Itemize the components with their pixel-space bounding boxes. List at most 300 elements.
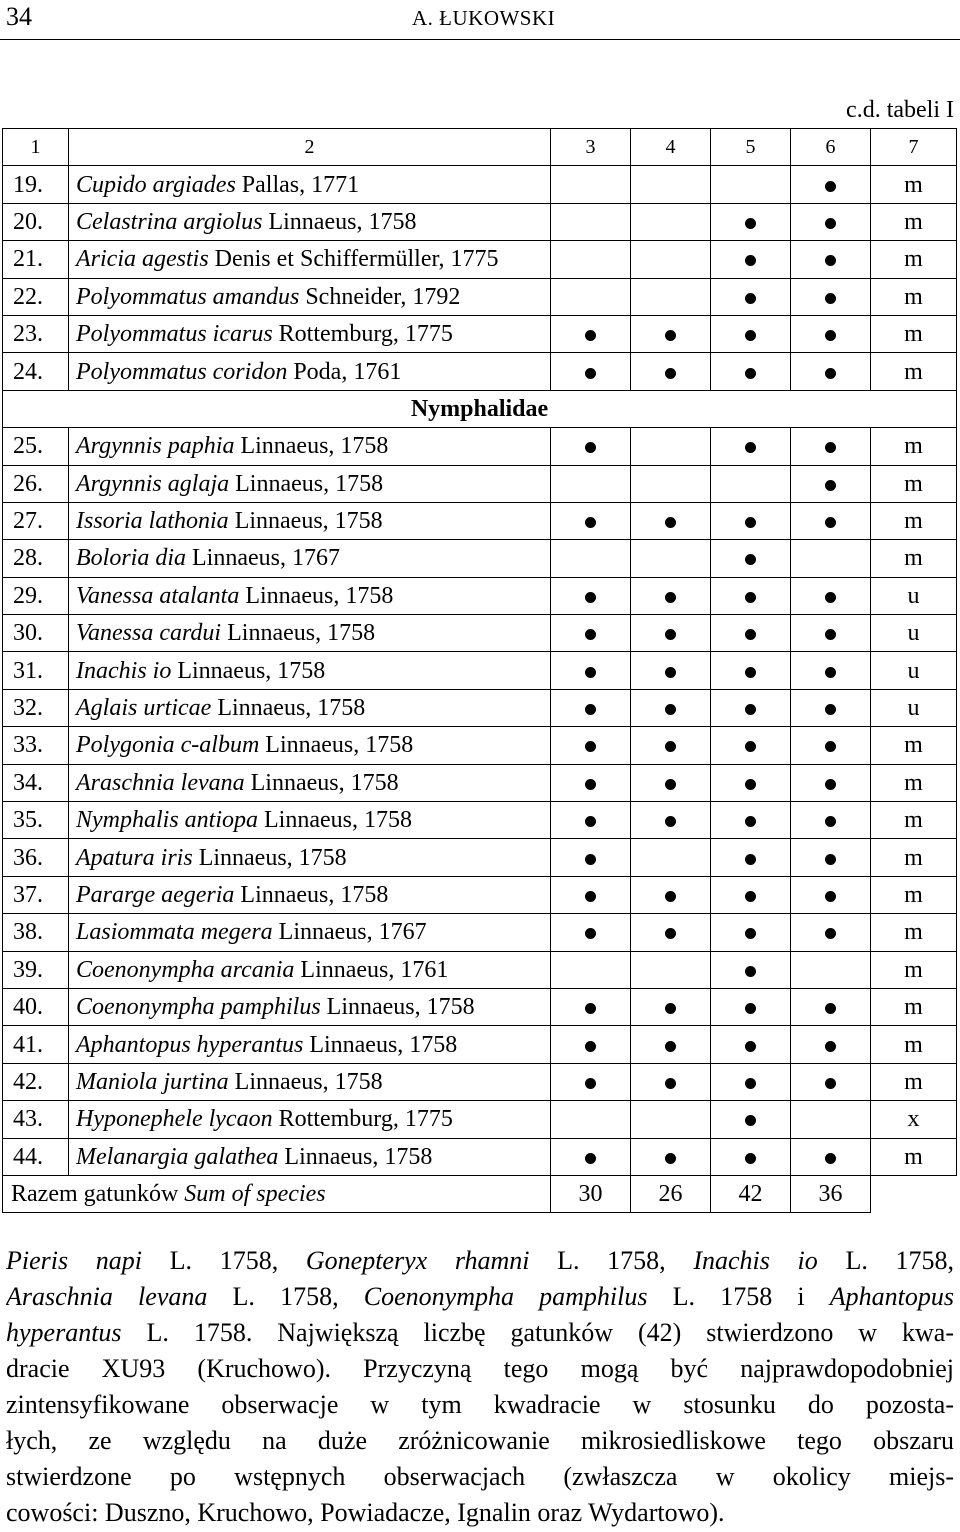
presence-cell [711,615,791,652]
presence-cell [631,1138,711,1175]
presence-cell [551,203,631,240]
presence-dot-icon [825,442,836,453]
presence-dot-icon [665,891,676,902]
presence-cell [791,914,871,951]
presence-dot-icon [585,629,596,640]
status-cell: m [871,876,957,913]
status-cell: m [871,1063,957,1100]
row-number: 30. [3,615,69,652]
presence-cell [551,1101,631,1138]
species-genus: Aricia agestis [76,246,209,273]
status-cell: m [871,203,957,240]
page-number: 34 [6,2,32,31]
presence-cell [631,353,711,390]
presence-cell [791,802,871,839]
presence-cell [791,876,871,913]
table-row [3,1138,957,1175]
species-author: Schneider, 1792 [299,283,461,310]
presence-cell [631,166,711,203]
status-cell: u [871,577,957,614]
presence-cell [791,353,871,390]
species-genus: Celastrina argiolus [76,208,263,235]
table-row [3,727,957,764]
species-author: Poda, 1761 [287,358,402,385]
species-name [69,502,551,539]
presence-dot-icon [745,554,756,565]
table-row [3,315,957,352]
presence-cell [711,1101,791,1138]
presence-cell [711,1063,791,1100]
presence-cell [551,278,631,315]
paragraph-line [6,1315,954,1351]
table-row [3,764,957,801]
presence-dot-icon [825,293,836,304]
row-number: 20. [3,203,69,240]
presence-dot-icon [745,517,756,528]
presence-cell [791,988,871,1025]
presence-cell [791,502,871,539]
status-cell: m [871,764,957,801]
row-number: 24. [3,353,69,390]
row-number: 28. [3,540,69,577]
species-genus: Issoria lathonia [76,508,229,535]
paragraph-text: L. 1758, [142,1246,306,1275]
page-header [0,0,960,40]
status-cell: m [871,465,957,502]
presence-dot-icon [585,779,596,790]
presence-dot-icon [825,667,836,678]
presence-dot-icon [745,816,756,827]
presence-dot-icon [745,442,756,453]
species-name [69,577,551,614]
species-name [69,428,551,465]
species-name [69,914,551,951]
species-name [69,1063,551,1100]
presence-dot-icon [745,255,756,266]
presence-dot-icon [665,629,676,640]
species-name [69,839,551,876]
presence-cell [551,988,631,1025]
species-genus: Polyommatus amandus [76,283,300,310]
presence-cell [711,428,791,465]
table-row [3,615,957,652]
status-cell: m [871,951,957,988]
status-cell: m [871,315,957,352]
column-number: 2 [69,129,551,166]
table-row [3,428,957,465]
presence-cell [791,615,871,652]
species-name [69,278,551,315]
presence-dot-icon [745,368,756,379]
presence-cell [791,241,871,278]
presence-cell [711,1026,791,1063]
paragraph-text: łych, ze względu na duże zróżnicowanie mikrosiedliskowe tego obszaru [6,1426,954,1455]
presence-dot-icon [825,1041,836,1052]
species-name [69,802,551,839]
presence-dot-icon [745,928,756,939]
species-name [69,876,551,913]
presence-cell [711,465,791,502]
species-author: Linnaeus, 1758 [320,994,475,1021]
status-cell: x [871,1101,957,1138]
species-author: Linnaeus, 1767 [272,919,427,946]
table-row [3,652,957,689]
presence-dot-icon [745,667,756,678]
presence-cell [711,802,791,839]
species-author: Linnaeus, 1758 [259,732,414,759]
presence-dot-icon [745,1078,756,1089]
species-name [69,315,551,352]
presence-cell [711,241,791,278]
paragraph-text: L. 1758, [817,1246,954,1275]
table-row [3,1026,957,1063]
presence-cell [631,502,711,539]
species-author: Linnaeus, 1758 [171,657,326,684]
row-number: 38. [3,914,69,951]
presence-cell [711,278,791,315]
table-continuation-label: c.d. tabeli I [846,97,954,123]
paragraph-line [6,1351,954,1387]
presence-cell [711,764,791,801]
species-author: Linnaeus, 1758 [239,582,394,609]
presence-cell [791,577,871,614]
presence-cell [791,540,871,577]
table-row [3,1101,957,1138]
status-cell: m [871,353,957,390]
presence-cell [711,914,791,951]
presence-cell [711,1138,791,1175]
paragraph-line [6,1243,954,1279]
row-number: 42. [3,1063,69,1100]
row-number: 44. [3,1138,69,1175]
presence-dot-icon [825,1003,836,1014]
presence-cell [551,951,631,988]
species-name-inline: Pieris napi [6,1246,142,1275]
species-author: Linnaeus, 1758 [211,695,366,722]
presence-dot-icon [665,592,676,603]
table-row [3,951,957,988]
presence-dot-icon [825,517,836,528]
table-row [3,241,957,278]
species-name [69,615,551,652]
species-genus: Polyommatus coridon [76,358,288,385]
status-cell: m [871,1138,957,1175]
presence-cell [631,652,711,689]
table-row [3,689,957,726]
paragraph-text: dracie XU93 (Kruchowo). Przyczyną tego mogą być najprawdopodobniej [6,1354,954,1383]
presence-dot-icon [745,779,756,790]
status-cell: m [871,502,957,539]
presence-cell [551,764,631,801]
presence-dot-icon [665,1078,676,1089]
presence-cell [551,727,631,764]
paragraph-text: stwierdzone po wstępnych obserwacjach (zwłaszcza w okolicy miejs- [6,1462,954,1491]
presence-cell [791,951,871,988]
presence-cell [791,652,871,689]
presence-cell [791,689,871,726]
presence-cell [711,727,791,764]
presence-cell [791,1101,871,1138]
column-number: 5 [711,129,791,166]
species-genus: Polyommatus icarus [76,321,273,348]
presence-dot-icon [825,629,836,640]
status-cell: m [871,428,957,465]
column-number: 3 [551,129,631,166]
row-number: 43. [3,1101,69,1138]
species-author: Linnaeus, 1758 [278,1143,433,1170]
sum-value: 42 [711,1175,791,1212]
species-author: Linnaeus, 1758 [303,1031,458,1058]
presence-cell [711,951,791,988]
row-number: 31. [3,652,69,689]
presence-dot-icon [665,330,676,341]
presence-dot-icon [585,442,596,453]
species-name-inline: hyperantus [6,1318,122,1347]
presence-dot-icon [825,1153,836,1164]
presence-dot-icon [665,1041,676,1052]
presence-dot-icon [825,368,836,379]
presence-dot-icon [745,854,756,865]
species-author: Linnaeus, 1758 [229,470,384,497]
sum-label-en: Sum of species [184,1181,326,1208]
presence-cell [711,689,791,726]
sum-value: 30 [551,1175,631,1212]
presence-dot-icon [585,854,596,865]
species-name [69,465,551,502]
row-number: 40. [3,988,69,1025]
running-head-author: A. ŁUKOWSKI [412,6,556,30]
status-cell: m [871,727,957,764]
status-cell: m [871,914,957,951]
presence-cell [551,876,631,913]
presence-cell [791,203,871,240]
species-genus: Coenonympha pamphilus [76,994,321,1021]
row-number: 23. [3,315,69,352]
paragraph-line [6,1495,954,1531]
species-name [69,241,551,278]
column-number: 7 [871,129,957,166]
table-row [3,502,957,539]
presence-dot-icon [825,741,836,752]
row-number: 39. [3,951,69,988]
presence-cell [791,1138,871,1175]
presence-cell [551,1138,631,1175]
column-number: 4 [631,129,711,166]
row-number: 34. [3,764,69,801]
presence-cell [791,315,871,352]
presence-dot-icon [585,1003,596,1014]
presence-dot-icon [745,1041,756,1052]
presence-cell [631,689,711,726]
species-name [69,353,551,390]
presence-cell [551,1026,631,1063]
row-number: 22. [3,278,69,315]
family-name: Nymphalidae [3,390,957,427]
presence-dot-icon [825,816,836,827]
row-number: 33. [3,727,69,764]
paragraph-line [6,1387,954,1423]
presence-cell [631,1063,711,1100]
presence-dot-icon [745,704,756,715]
species-author: Linnaeus, 1758 [192,844,347,871]
status-cell: m [871,802,957,839]
table-row [3,465,957,502]
paragraph-text: L. 1758 i [647,1282,830,1311]
species-name-inline: Inachis io [693,1246,818,1275]
presence-cell [711,577,791,614]
presence-cell [791,428,871,465]
status-cell: m [871,241,957,278]
row-number: 27. [3,502,69,539]
species-name [69,166,551,203]
presence-dot-icon [745,330,756,341]
table-row [3,353,957,390]
status-cell: u [871,652,957,689]
presence-cell [711,839,791,876]
presence-dot-icon [585,592,596,603]
presence-cell [631,951,711,988]
table-row [3,540,957,577]
species-author: Rottemburg, 1775 [272,1106,453,1133]
presence-dot-icon [745,293,756,304]
species-author: Linnaeus, 1758 [228,1068,383,1095]
presence-cell [711,203,791,240]
species-author: Pallas, 1771 [235,171,360,198]
status-cell: m [871,1026,957,1063]
presence-cell [551,428,631,465]
presence-dot-icon [825,330,836,341]
row-number: 26. [3,465,69,502]
sum-label [3,1175,551,1212]
presence-dot-icon [825,854,836,865]
table-row [3,988,957,1025]
presence-cell [551,689,631,726]
paragraph-text: L. 1758, [529,1246,694,1275]
presence-dot-icon [665,368,676,379]
table-header-row [3,129,957,166]
presence-cell [631,988,711,1025]
species-name [69,652,551,689]
table-row [3,839,957,876]
presence-cell [631,278,711,315]
presence-dot-icon [585,517,596,528]
presence-dot-icon [665,1153,676,1164]
presence-cell [711,876,791,913]
species-author: Rottemburg, 1775 [272,321,453,348]
presence-dot-icon [585,816,596,827]
species-name [69,988,551,1025]
species-author: Linnaeus, 1758 [228,508,383,535]
presence-dot-icon [825,480,836,491]
presence-cell [711,166,791,203]
sum-row [3,1175,957,1212]
species-author: Linnaeus, 1758 [262,208,417,235]
paragraph-line [6,1459,954,1495]
presence-cell [551,914,631,951]
row-number: 35. [3,802,69,839]
presence-dot-icon [825,181,836,192]
species-genus: Aphantopus hyperantus [76,1031,304,1058]
presence-dot-icon [585,928,596,939]
presence-dot-icon [745,592,756,603]
species-name [69,727,551,764]
species-genus: Melanargia galathea [76,1143,279,1170]
presence-cell [631,839,711,876]
presence-cell [631,802,711,839]
row-number: 41. [3,1026,69,1063]
status-cell: m [871,988,957,1025]
species-genus: Lasiommata megera [76,919,273,946]
presence-cell [711,502,791,539]
sum-value: 36 [791,1175,871,1212]
presence-cell [791,465,871,502]
status-cell: m [871,166,957,203]
species-author: Denis et Schiffermüller, 1775 [208,246,499,273]
presence-cell [791,1063,871,1100]
presence-cell [551,839,631,876]
column-number: 1 [3,129,69,166]
species-genus: Pararge aegeria [76,882,235,908]
paragraph-text: L. 1758. Największą liczbę gatunków (42) stwierdzono w kwa- [121,1318,954,1347]
presence-dot-icon [585,704,596,715]
row-number: 21. [3,241,69,278]
presence-cell [711,540,791,577]
presence-dot-icon [745,1153,756,1164]
species-author: Linnaeus, 1758 [244,769,399,796]
presence-cell [631,727,711,764]
presence-dot-icon [585,330,596,341]
paragraph-line [6,1423,954,1459]
presence-cell [791,764,871,801]
presence-dot-icon [825,1078,836,1089]
species-genus: Nymphalis antiopa [76,807,259,834]
presence-cell [711,652,791,689]
species-author: Linnaeus, 1758 [234,882,389,908]
species-genus: Aglais urticae [76,695,212,722]
row-number: 25. [3,428,69,465]
presence-dot-icon [665,816,676,827]
presence-cell [551,802,631,839]
species-genus: Argynnis paphia [76,433,235,460]
status-cell: m [871,540,957,577]
column-number: 6 [791,129,871,166]
species-name-inline: Aphantopus [829,1282,954,1311]
species-name [69,1138,551,1175]
sum-label-pl: Razem gatunków [11,1181,185,1208]
presence-dot-icon [825,592,836,603]
presence-dot-icon [745,218,756,229]
presence-dot-icon [745,741,756,752]
table-row [3,278,957,315]
species-name-inline: Gonepteryx rhamni [305,1246,530,1275]
species-name [69,540,551,577]
presence-dot-icon [825,928,836,939]
presence-cell [551,353,631,390]
paragraph-text: cowości: Duszno, Kruchowo, Powiadacze, Ignalin oraz Wydartowo). [6,1498,725,1527]
presence-cell [551,615,631,652]
species-name [69,203,551,240]
table-row [3,203,957,240]
presence-dot-icon [585,1078,596,1089]
presence-cell [631,1101,711,1138]
presence-cell [551,241,631,278]
presence-cell [791,727,871,764]
paragraph-line [6,1279,954,1315]
species-genus: Coenonympha arcania [76,956,295,983]
table-row [3,1063,957,1100]
presence-cell [551,652,631,689]
species-genus: Argynnis aglaja [76,470,230,497]
